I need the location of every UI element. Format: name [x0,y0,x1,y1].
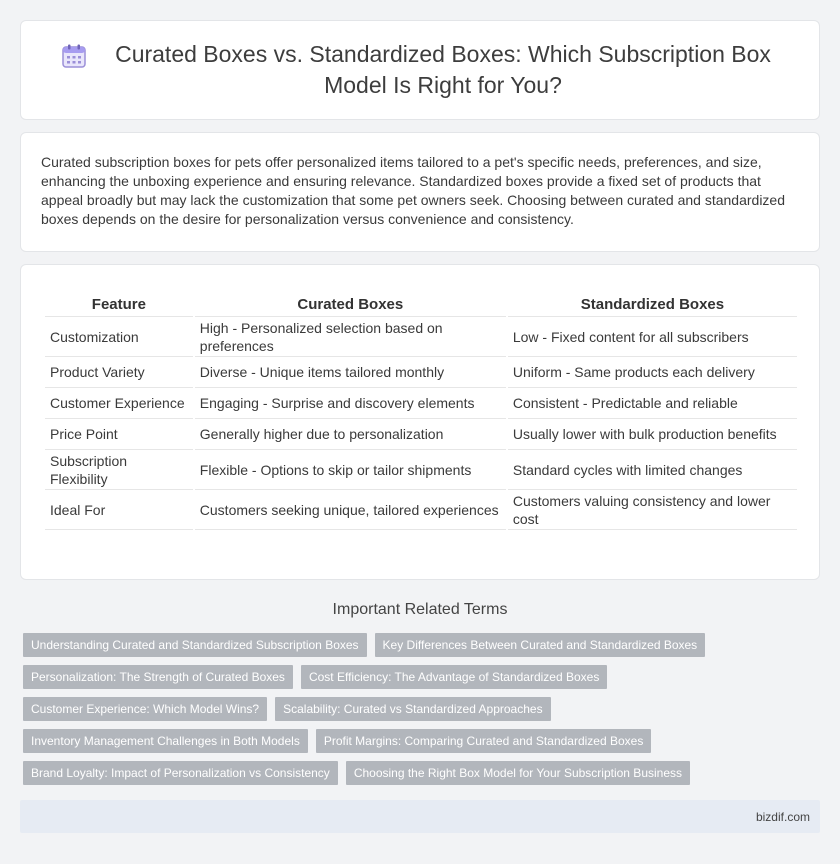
table-row [45,490,797,530]
cell-curated: Generally higher due to personalization [195,419,506,450]
cell-feature: Price Point [45,419,193,450]
cell-curated: Customers seeking unique, tailored experiences [195,490,506,530]
header-feature: Feature [45,287,193,317]
related-term-tag[interactable]: Brand Loyalty: Impact of Personalization vs Consistency [23,761,338,785]
cell-curated: Diverse - Unique items tailored monthly [195,357,506,388]
cell-feature: Customer Experience [45,388,193,419]
footer-brand[interactable]: bizdif.com [755,809,810,824]
related-term-tag[interactable]: Profit Margins: Comparing Curated and Standardized Boxes [316,729,652,753]
calendar-icon [61,43,87,69]
table-row [45,357,797,388]
cell-curated: High - Personalized selection based on preferences [195,317,506,357]
cell-curated: Flexible - Options to skip or tailor shipments [195,450,506,490]
header-curated: Curated Boxes [195,287,506,317]
title-card [20,20,820,120]
related-term-tag[interactable]: Customer Experience: Which Model Wins? [23,697,267,721]
table-row [45,317,797,357]
table-header-row [45,287,797,317]
table-row [45,388,797,419]
cell-feature: Subscription Flexibility [45,450,193,490]
table-row [45,450,797,490]
cell-standardized: Uniform - Same products each delivery [508,357,797,388]
related-term-tag[interactable]: Personalization: The Strength of Curated Boxes [23,665,293,689]
related-term-tag[interactable]: Scalability: Curated vs Standardized Approaches [275,697,550,721]
related-term-tag[interactable]: Inventory Management Challenges in Both Models [23,729,308,753]
comparison-card [20,264,820,580]
header-standardized: Standardized Boxes [508,287,797,317]
title-wrap [61,39,779,101]
cell-standardized: Standard cycles with limited changes [508,450,797,490]
related-terms-title: Important Related Terms [332,601,508,618]
comparison-table [43,287,799,530]
cell-standardized: Consistent - Predictable and reliable [508,388,797,419]
cell-standardized: Low - Fixed content for all subscribers [508,317,797,357]
cell-feature: Ideal For [45,490,193,530]
cell-standardized: Customers valuing consistency and lower cost [508,490,797,530]
page-title: Curated Boxes vs. Standardized Boxes: Which Subscription Box Model Is Right for You? [115,41,771,98]
related-term-tag[interactable]: Cost Efficiency: The Advantage of Standardized Boxes [301,665,607,689]
cell-standardized: Usually lower with bulk production benefits [508,419,797,450]
cell-curated: Engaging - Surprise and discovery elements [195,388,506,419]
cell-feature: Customization [45,317,193,357]
intro-card [20,132,820,252]
intro-paragraph: Curated subscription boxes for pets offer personalized items tailored to a pet's specific needs, preferences, and size, enhancing the unboxing experience and ensuring relevance. Standardized boxes provide a fixed set of products that appeal broadly but may lack the customization that some pet owners seek. Choosing between curated and standardized boxes depends on the desire for personalization versus convenience and consistency. [41,154,785,227]
related-term-tag[interactable]: Choosing the Right Box Model for Your Subscription Business [346,761,690,785]
table-row [45,419,797,450]
related-term-tag[interactable]: Key Differences Between Curated and Standardized Boxes [375,633,706,657]
cell-feature: Product Variety [45,357,193,388]
footer-bar [20,800,820,833]
related-term-tag[interactable]: Understanding Curated and Standardized Subscription Boxes [23,633,367,657]
related-terms-list [23,633,803,793]
